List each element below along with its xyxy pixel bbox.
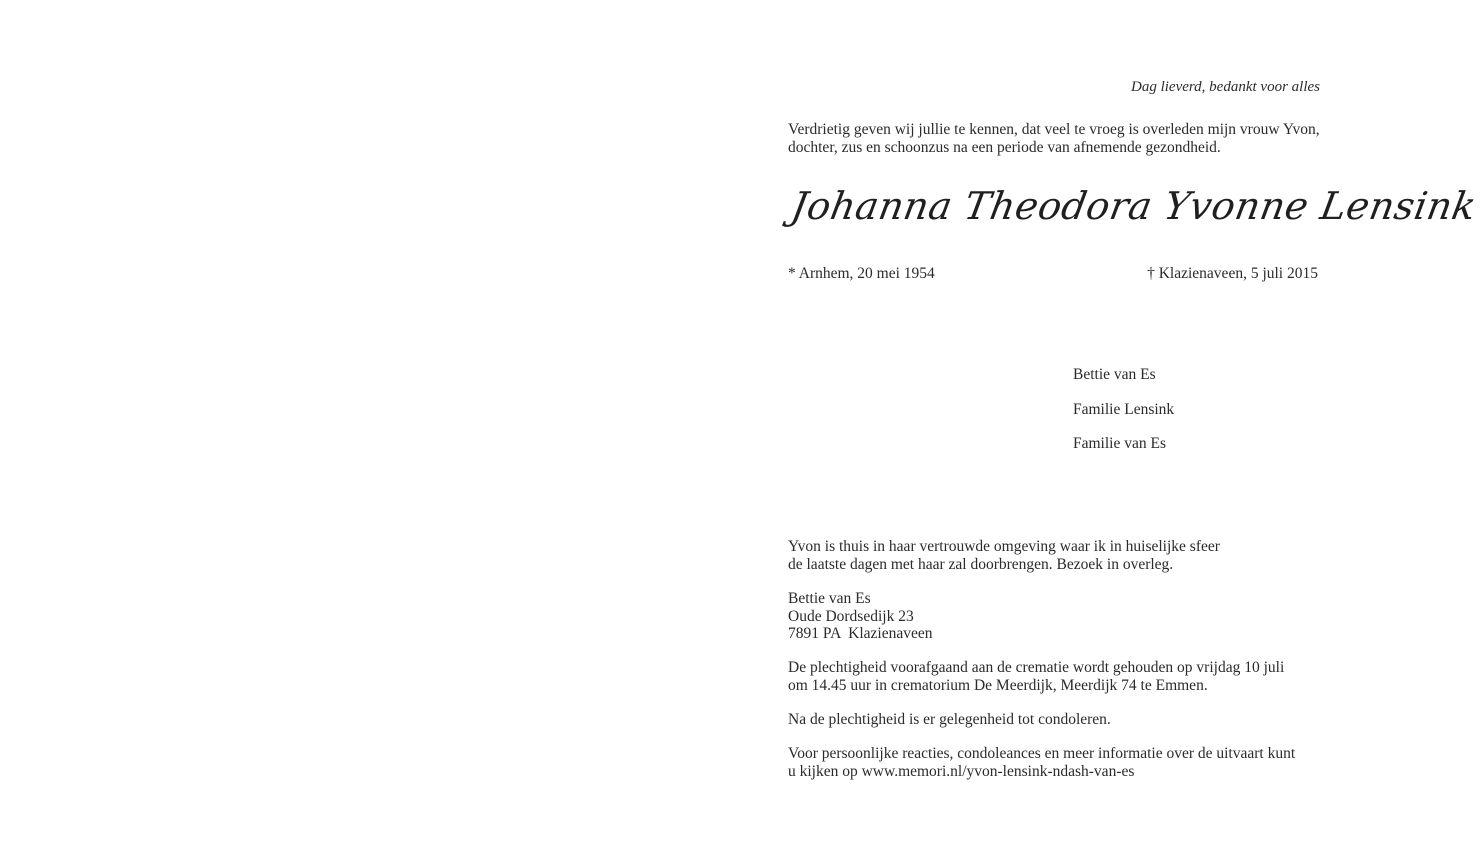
reactions-paragraph	[788, 745, 1295, 780]
intro-paragraph	[788, 121, 1322, 156]
mourner-item: Familie Lensink	[1073, 400, 1175, 418]
visit-paragraph	[788, 538, 1220, 573]
condolence-line: Na de plechtigheid is er gelegenheid tot condoleren.	[788, 711, 1111, 728]
visit-line-1: Yvon is thuis in haar vertrouwde omgeving waar ik in huiselijke sfeer	[788, 538, 1220, 555]
ceremony-line-2: om 14.45 uur in crematorium De Meerdijk, Meerdijk 74 te Emmen.	[788, 676, 1208, 694]
ceremony-paragraph	[788, 659, 1284, 694]
announcement-page	[788, 0, 1480, 850]
ceremony-line-1: De plechtigheid voorafgaand aan de crematie wordt gehouden op vrijdag 10 juli	[788, 659, 1285, 676]
mourner-item: Familie van Es	[1073, 435, 1166, 452]
address-street: Oude Dordsedijk 23	[788, 607, 914, 625]
address-city: 7891 PA Klazienaveen	[788, 625, 933, 642]
motto-text: Dag lieverd, bedankt voor alles	[1131, 79, 1320, 95]
reactions-line-2: u kijken op www.memori.nl/yvon-lensink-ndash-van-es	[788, 762, 1135, 780]
visit-line-2: de laatste dagen met haar zal doorbrengen. Bezoek in overleg.	[788, 555, 1174, 573]
mourner-item: Bettie van Es	[1073, 366, 1156, 383]
intro-line-1: Verdrietig geven wij jullie te kennen, dat veel te vroeg is overleden mijn vrouw Yvon,	[788, 121, 1320, 138]
deceased-name: Johanna Theodora Yvonne Lensink	[788, 184, 1480, 228]
death-info: † Klazienaveen, 5 juli 2015	[1147, 265, 1318, 282]
birth-info: * Arnhem, 20 mei 1954	[788, 265, 935, 282]
mourners-list	[1073, 366, 1174, 470]
correspondence-address	[788, 590, 933, 643]
address-name: Bettie van Es	[788, 590, 871, 607]
condolence-paragraph	[788, 711, 1111, 729]
reactions-line-1: Voor persoonlijke reacties, condoleances en meer informatie over de uitvaart kunt	[788, 745, 1296, 762]
intro-line-2: dochter, zus en schoonzus na een periode van afnemende gezondheid.	[788, 138, 1221, 156]
